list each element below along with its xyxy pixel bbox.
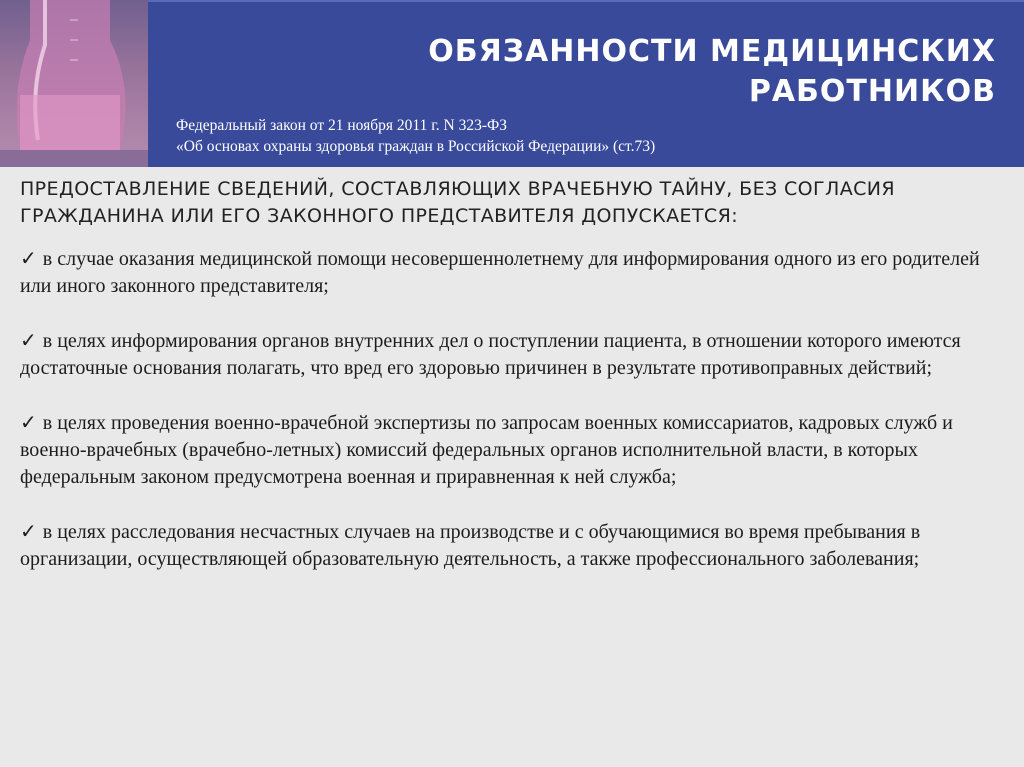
law-line-2: «Об основах охраны здоровья граждан в Российской Федерации» (ст.73) [176,138,656,155]
header-accent-line [148,0,1024,2]
law-line-1: Федеральный закон от 21 ноября 2011 г. N 323-ФЗ [176,117,508,134]
law-reference [176,115,996,157]
checkmark-icon: ✓ [20,248,37,270]
checkmark-icon: ✓ [20,521,37,543]
list-item [20,328,1005,382]
checkmark-icon: ✓ [20,330,37,352]
checkmark-icon: ✓ [20,412,37,434]
flask-image [0,0,148,167]
lead-statement: ПРЕДОСТАВЛЕНИЕ СВЕДЕНИЙ, СОСТАВЛЯЮЩИХ ВРАЧЕБНУЮ ТАЙНУ, БЕЗ СОГЛАСИЯ ГРАЖДАНИНА ИЛИ ЕГО ЗАКОННОГО ПРЕДСТАВИТЕЛЯ ДОПУСКАЕТСЯ: [20,178,895,227]
main-content [20,176,1005,601]
page-title [356,32,996,112]
list-item-text: в целях информирования органов внутренних дел о поступлении пациента, в отношении которого имеются достаточные основания полагать, что вред его здоровью причинен в результате противоправных действий; [20,330,961,379]
list-item [20,246,1005,300]
list-item [20,410,1005,491]
list-item-text: в случае оказания медицинской помощи несовершеннолетнему для информирования одного из его родителей или иного законного представителя; [20,248,980,297]
list-item-text: в целях расследования несчастных случаев на производстве и с обучающимися во время пребывания в организации, осуществляющей образовательную деятельность, а также профессионального заболевания; [20,521,921,570]
list-item-text: в целях проведения военно-врачебной экспертизы по запросам военных комиссариатов, кадровых служб и военно-врачебных (врачебно-летных) комиссий федеральных органов исполнительной власти, в которых федеральным законом предусмотрена военная и приравненная к ней служба; [20,412,953,488]
header-banner [0,0,1024,167]
list-item [20,519,1005,573]
title-line-1: ОБЯЗАННОСТИ МЕДИЦИНСКИХ [428,34,996,69]
title-line-2: РАБОТНИКОВ [748,74,996,109]
